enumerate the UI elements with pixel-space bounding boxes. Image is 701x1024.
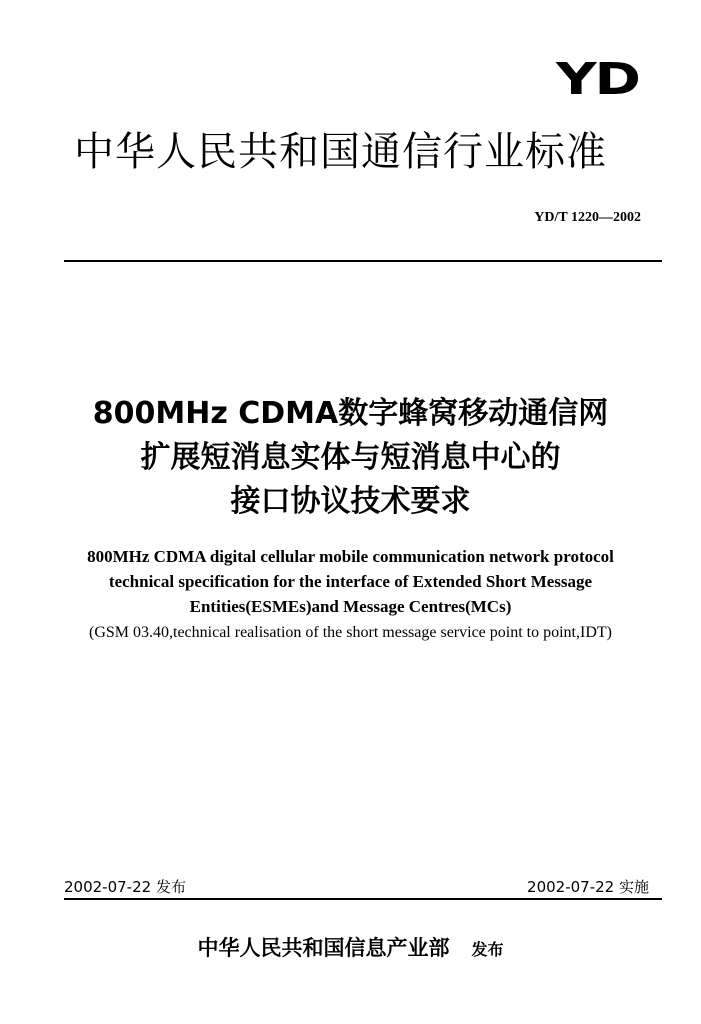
chinese-title-line-3: 接口协议技术要求 [230, 484, 471, 519]
chinese-title-line-1: 800MHz CDMA数字蜂窝移动通信网 [92, 396, 609, 431]
english-title-line-3: Entities(ESMEs)and Message Centres(MCs) [189, 597, 512, 616]
chinese-title-line-2: 扩展短消息实体与短消息中心的 [140, 440, 561, 475]
english-title [0, 544, 701, 619]
english-title-line-1: 800MHz CDMA digital cellular mobile communication network protocol [87, 547, 614, 566]
english-title-line-2: technical specification for the interface of Extended Short Message [108, 572, 593, 591]
top-divider [64, 260, 662, 262]
chinese-title [0, 392, 701, 524]
standard-number: YD/T 1220—2002 [534, 210, 641, 225]
yd-logo: YD [555, 54, 639, 105]
publisher-name: 中华人民共和国信息产业部 [197, 936, 450, 960]
english-subtitle: (GSM 03.40,technical realisation of the short message service point to point,IDT) [89, 624, 612, 641]
publish-action: 发布 [471, 940, 504, 959]
standard-category-title: 中华人民共和国通信行业标准 [74, 129, 607, 175]
issue-date: 2002-07-22 发布 [64, 878, 186, 896]
publisher [0, 932, 701, 962]
implementation-date: 2002-07-22 实施 [527, 878, 649, 896]
bottom-divider [64, 898, 662, 900]
